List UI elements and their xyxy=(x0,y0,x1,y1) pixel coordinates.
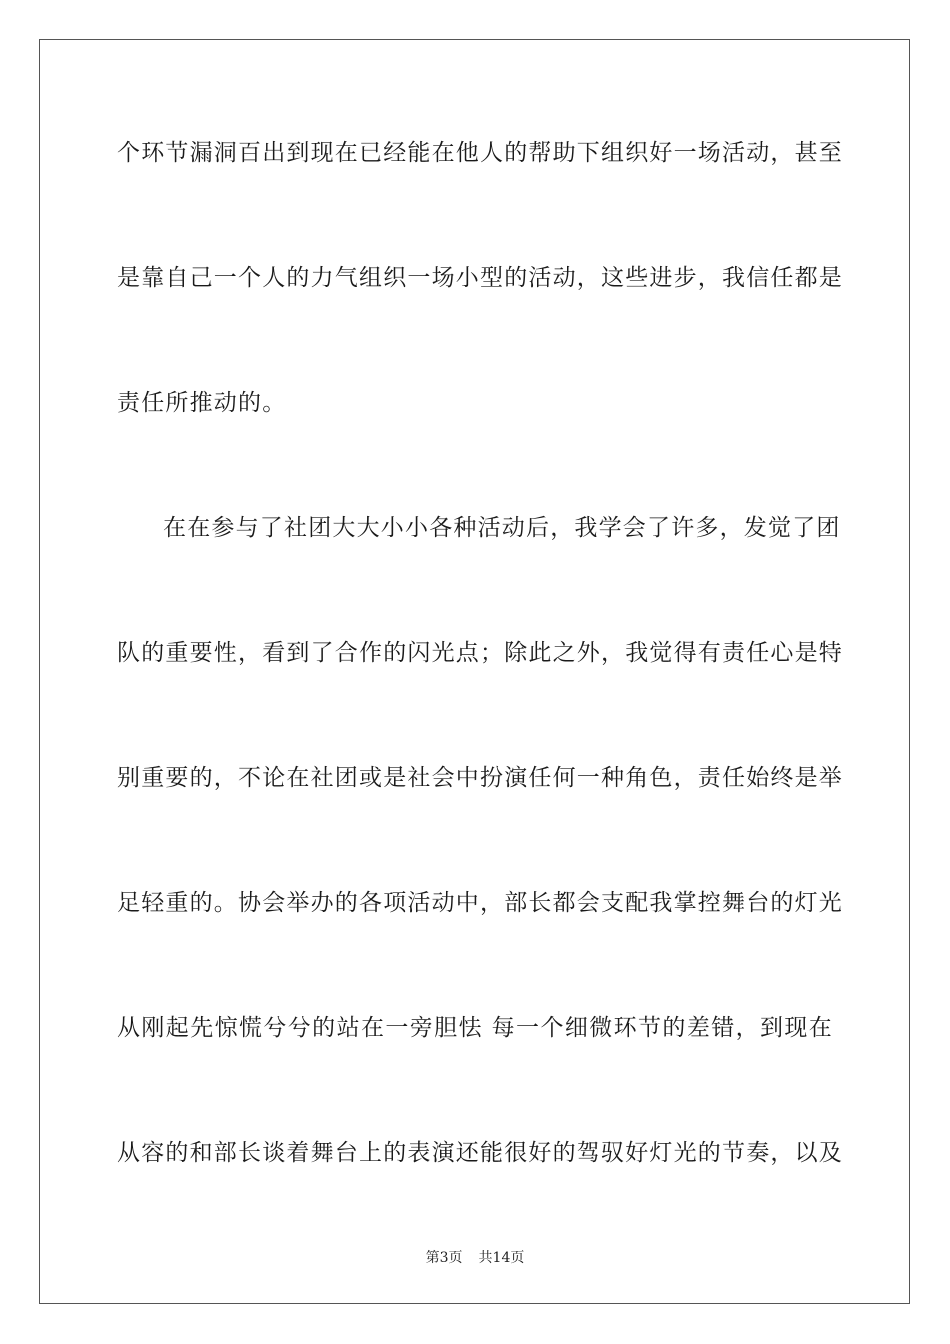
document-body xyxy=(117,118,843,1243)
text-line: 从容的和部长谈着舞台上的表演还能很好的驾驭好灯光的节奏，以及 xyxy=(117,1140,843,1166)
text-line: 责任所推动的。 xyxy=(117,390,287,416)
text-line: 是靠自己一个人的力气组织一场小型的活动，这些进步，我信任都是 xyxy=(117,265,843,291)
text-line: 个环节漏洞百出到现在已经能在他人的帮助下组织好一场活动，甚至 xyxy=(117,140,843,166)
text-line: 队的重要性，看到了合作的闪光点；除此之外，我觉得有责任心是特 xyxy=(117,640,843,666)
text-line-paragraph-start: 在在参与了社团大大小小各种活动后，我学会了许多，发觉了团 xyxy=(163,515,841,541)
page-number: 第3页 xyxy=(425,1250,463,1266)
page-footer xyxy=(0,1247,950,1267)
page-total: 共14页 xyxy=(478,1250,525,1266)
text-line: 足轻重的。协会举办的各项活动中，部长都会支配我掌控舞台的灯光 xyxy=(117,890,843,916)
text-line: 别重要的，不论在社团或是社会中扮演任何一种角色，责任始终是举 xyxy=(117,765,843,791)
text-line: 从刚起先惊慌兮兮的站在一旁胆怯 每一个细微环节的差错，到现在 xyxy=(117,1015,833,1041)
